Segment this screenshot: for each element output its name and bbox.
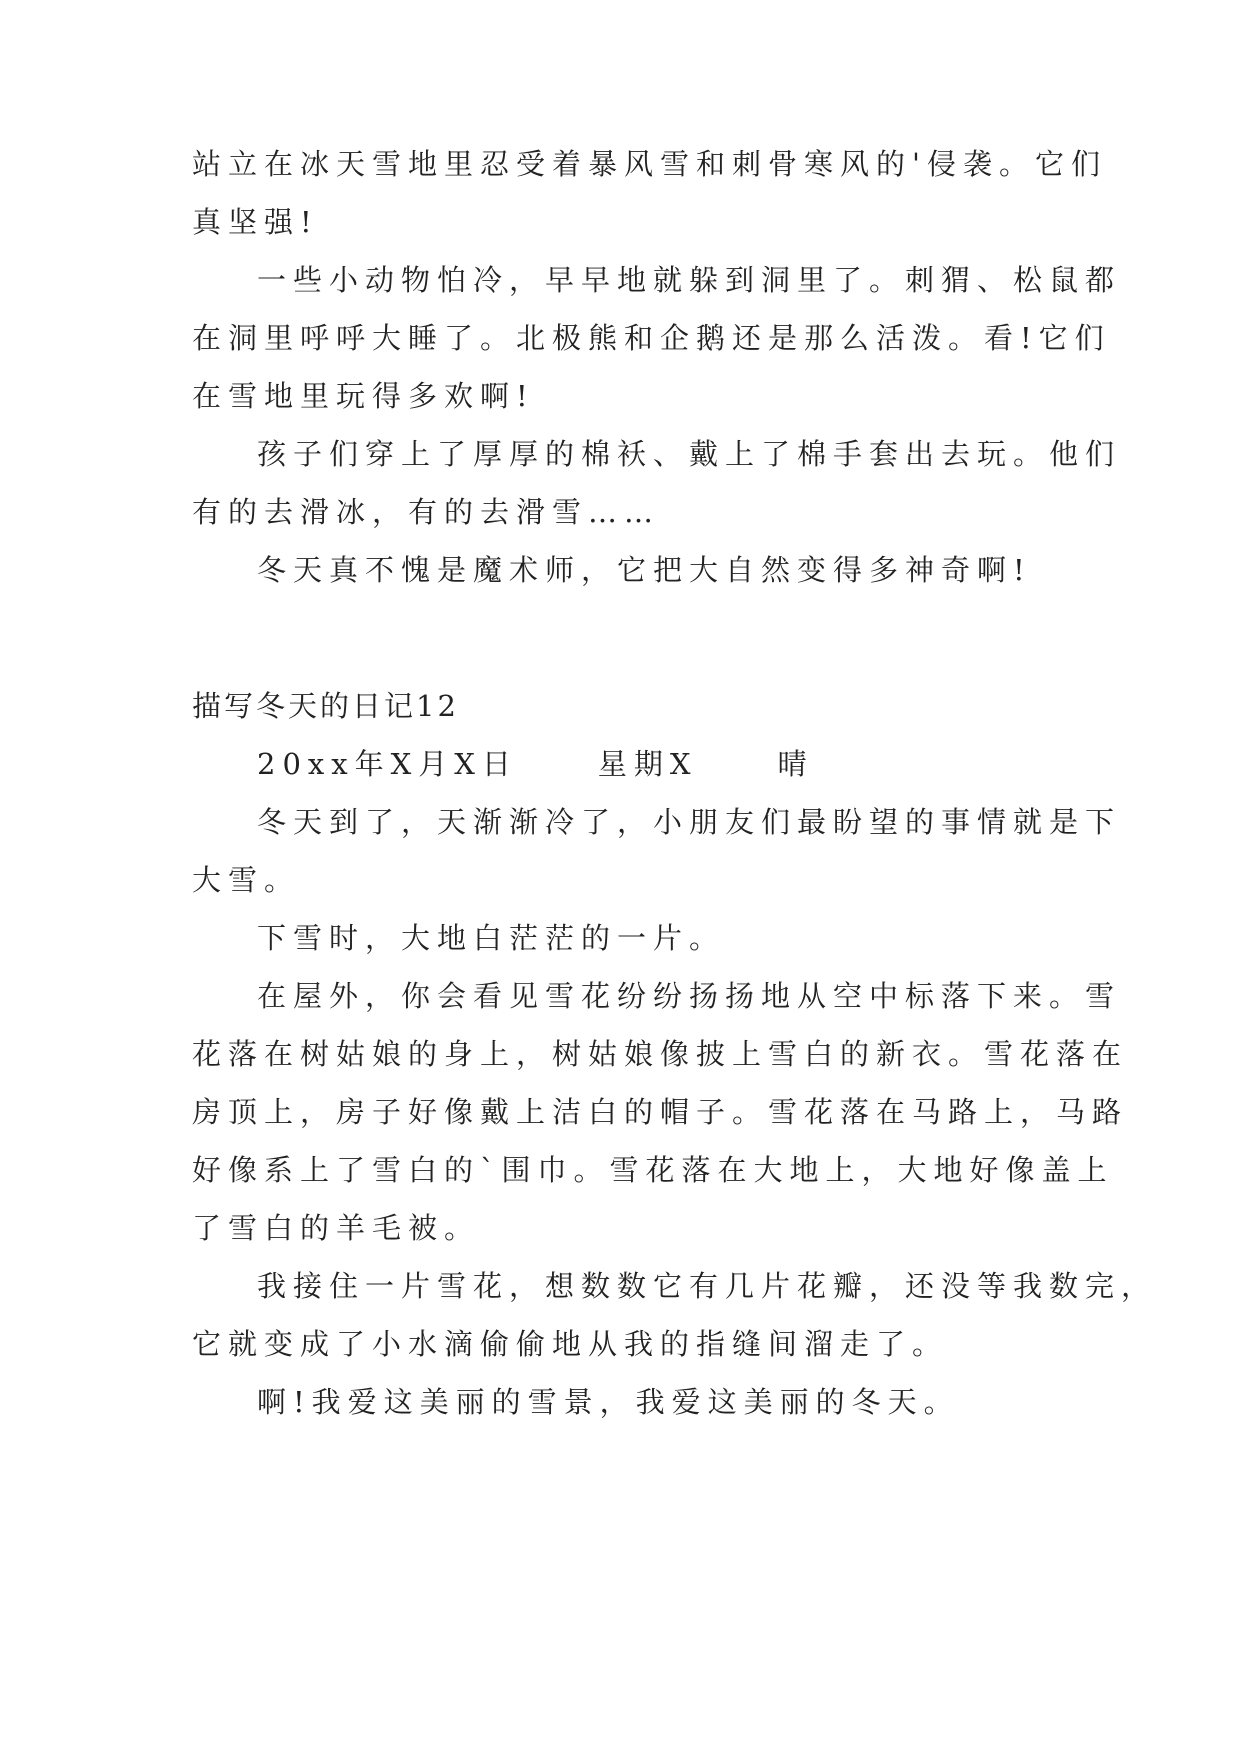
paragraph-line: 下雪时，大地白茫茫的一片。 [257,921,726,955]
diary-weekday: 星期X [597,747,698,781]
diary-date-line [192,735,1057,793]
paragraph-line: 房顶上，房子好像戴上洁白的帽子。雪花落在马路上，马路 [192,1095,1129,1129]
diary-title: 描写冬天的日记12 [192,689,459,723]
paragraph-line: 孩子们穿上了厚厚的棉袄、戴上了棉手套出去玩。他们 [257,437,1122,471]
paragraph-line: 真坚强! [192,205,319,239]
paragraph-line: 了雪白的羊毛被。 [192,1211,481,1245]
paragraph-line: 花落在树姑娘的身上，树姑娘像披上雪白的新衣。雪花落在 [192,1037,1129,1071]
diary-weather: 晴 [777,747,814,781]
diary-previous-section [192,135,1122,599]
paragraph-line: 冬天真不愧是魔术师，它把大自然变得多神奇啊! [257,553,1032,587]
paragraph-line: 冬天到了，天渐渐冷了，小朋友们最盼望的事情就是下 [257,805,1122,839]
paragraph-line: 站立在冰天雪地里忍受着暴风雪和刺骨寒风的'侵袭。它们 [192,147,1107,181]
paragraph-line: 它就变成了小水滴偷偷地从我的指缝间溜走了。 [192,1327,949,1361]
diary-date: 20xx年X月X日 [257,747,518,781]
paragraph-line: 好像系上了雪白的`围巾。雪花落在大地上，大地好像盖上 [192,1153,1114,1187]
paragraph-line: 一些小动物怕冷，早早地就躲到洞里了。刺猬、松鼠都 [257,263,1122,297]
paragraph-line: 在屋外，你会看见雪花纷纷扬扬地从空中标落下来。雪 [257,979,1122,1013]
paragraph-line: 我接住一片雪花，想数数它有几片花瓣，还没等我数完， [257,1269,1158,1303]
paragraph-line: 在雪地里玩得多欢啊! [192,379,535,413]
diary-entry-12 [192,677,1158,1431]
paragraph-line: 有的去滑冰，有的去滑雪…… [192,495,661,529]
paragraph-line: 在洞里呼呼大睡了。北极熊和企鹅还是那么活泼。看!它们 [192,321,1111,355]
paragraph-line: 大雪。 [192,863,301,897]
paragraph-line: 啊!我爱这美丽的雪景，我爱这美丽的冬天。 [257,1385,960,1419]
